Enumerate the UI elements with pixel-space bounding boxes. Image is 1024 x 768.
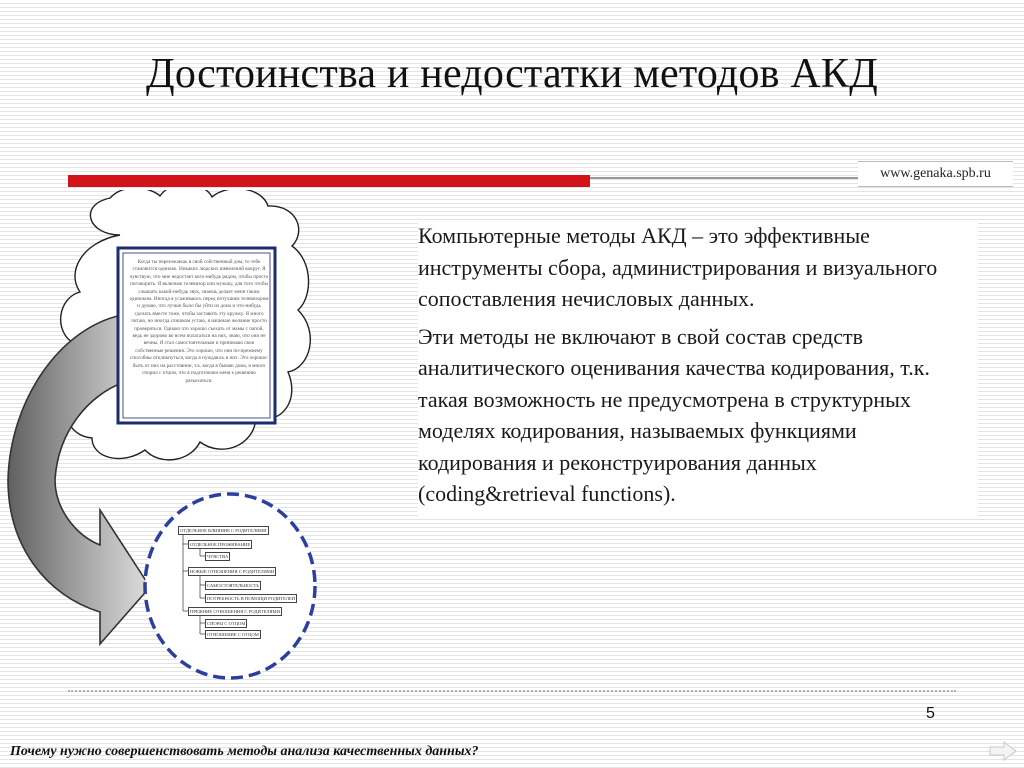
body-text (418, 220, 978, 516)
header-accent-bar (68, 175, 590, 187)
tree-node: САМОСТОЯТЕЛЬНОСТЬ (207, 583, 259, 588)
document-text: Когда ты переезжаешь в свой собственный дом, то тебе становится одиноко. Никаких людских шевелений вокруг. Я чувствую, что мне недостает кого-нибудь рядом, чтобы просто поговорить. Я включаю телевизор или музыку, для того чтобы слышать какой-нибудь звук, знаешь делает меня таким одиноким. Иногда я усаживаюсь перед потухшим телевизором и думаю, что лучше было бы уйти из дома и что-нибудь сделать вместе тоже, чтобы заставить эту кружку. Я много читаю, но иногда слишком устаю, я начинаю желание просто проверяться. Однако что хорошо съехать от мамы с папой, ведь не здорово во всем полагаться на них, знаю, что они не вечны. Я стал самостоятельным и принимаю свои собственные решения. Это хорошо, что они по-прежнему способны откликнуться, когда я нуждаюсь в них. Это хорошо: быть от них на расстоянии, т.к. когда я бываю дома, я много спорил с отцом, что я подготовлен меня к решению разъехаться. (129, 259, 269, 384)
tree-node: ОТДЕЛЬНОЕ ПРОЖИВАНИЕ (190, 542, 251, 547)
site-url[interactable]: www.genaka.spb.ru (858, 161, 1013, 187)
paragraph-2: Эти методы не включают в свой состав средств аналитического оценивания качества кодирования, т.к. такая возможность не предусмотрена в структурных моделях кодирования, называемых функциями кодирования и реконструирования данных (coding&retrieval functions). (418, 323, 930, 506)
tree-node: ПОТРЕБНОСТЬ В ПОМОЩИ РОДИТЕЛЕЙ (207, 596, 296, 601)
footer-rule (68, 690, 956, 692)
footer-caption: Почему нужно совершенствовать методы анализа качественных данных? (10, 744, 479, 759)
page-number: 5 (926, 705, 935, 722)
paragraph-1: Компьютерные методы АКД – это эффективные инструменты сбора, администрирования и визуального сопоставления нечисловых данных. (418, 223, 938, 311)
tree-node: СПОРЫ С ОТЦОМ (207, 621, 246, 626)
next-slide-arrow-icon[interactable] (988, 740, 1018, 762)
tree-node: ЧУВСТВА (207, 554, 229, 559)
tree-node: ПРЕЖНИЕ ОТНОШЕНИЯ С РОДИТЕЛЯМИ (190, 609, 280, 614)
tree-node: НОВЫЕ ОТНОШЕНИЯ С РОДИТЕЛЯМИ (190, 569, 275, 574)
tree-node: ОТДЕЛЬНОЕ ВЛИЯНИЕ С РОДИТЕЛЯМИ (180, 528, 267, 533)
slide-title: Достоинства и недостатки методов АКД (146, 51, 878, 97)
tree-node: ОТНОШЕНИЕ С ОТЦОМ (207, 632, 259, 637)
